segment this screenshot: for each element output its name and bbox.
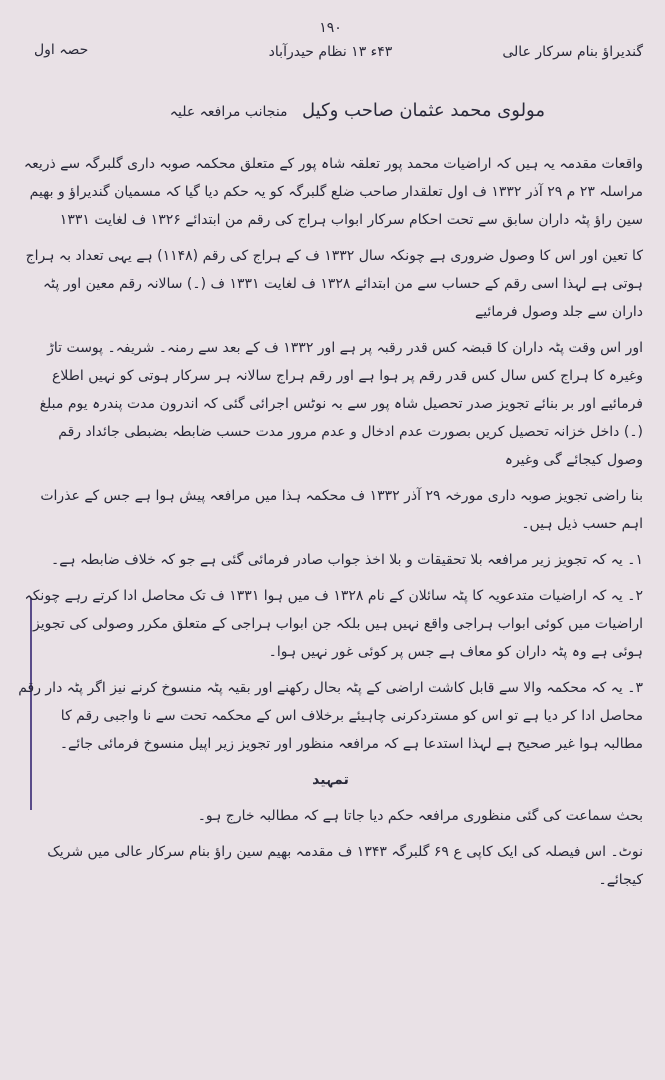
addressee-line [170,100,545,121]
section-heading: تمہید [312,772,349,788]
paragraph-4: بنا راضی تجویز صوبہ داری مورخہ ۲۹ آذر ۱۳۳۲ ف محکمہ ہذا میں مرافعہ پیش ہوا ہے جس کے عذرات اہم حسب ذیل ہیں۔ [40,488,643,532]
paragraph-1: واقعات مقدمہ یہ ہیں کہ اراضیات محمد پور تعلقہ شاہ پور کے متعلق محکمہ صوبہ داری گلبرگہ سے ذریعہ مراسلہ ۲۳ م ۲۹ آذر ۱۳۳۲ ف اول تعلقدار صاحب ضلع گلبرگہ کو یہ حکم دیا گیا کہ مسمیان گندیراؤ و بھیم سین راؤ پٹہ داران سابق سے تحت احکام سرکار ابواب ہراج کی رقم من ابتدائے ۱۳۲۶ ف لغایت ۱۳۳۱ [23,156,643,228]
ground-2: ۲۔ یہ کہ اراضیات متدعویہ کا پٹہ سائلان کے نام ۱۳۲۸ ف میں ہوا ۱۳۳۱ ف تک محاصل ادا کرتے رہے چونکہ اراضیات میں کوئی ابواب ہراجی واقع نہیں ہیں بلکہ جن ابواب ہراجی کے متعلق مکرر وصولی کی تجویز ہوئی ہے وہ پٹہ داران کو معاف ہے جس پر کوئی غور نہیں ہوا۔ [24,588,643,660]
paragraph-2: کا تعین اور اس کا وصول ضروری ہے چونکہ سال ۱۳۳۲ ف کے ہراج کی رقم (۱۱۴۸) ہے یہی تعداد بہ ہراج ہوتی ہے لہذا اسی رقم کے حساب سے من ابتدائے ۱۳۲۸ ف لغایت ۱۳۳۱ ف (۔) سالانہ رقم معین اور پٹہ داران سے جلد وصول فرمائیے [25,248,643,320]
decision-text: بحث سماعت کی گئی منظوری مرافعہ حکم دیا جاتا ہے کہ مطالبہ خارج ہو۔ [197,808,643,824]
page-number: ۱۹۰ [319,20,342,36]
document-body [18,150,643,902]
page-header [18,20,643,86]
paragraph-3: اور اس وقت پٹہ داران کا قبضہ کس قدر رقبہ پر ہے اور ۱۳۳۲ ف کے بعد سے رمنہ۔ شریفہ۔ پوست تاڑ وغیرہ کا ہراج کس سال کس قدر رقم پر ہوا ہے اور رقم ہراج سالانہ ہر سرکار ہوتی کو نہیں اطلاع فرمائیے اور بر بنائے تجویز صدر تحصیل شاہ پور سے بہ نوٹس اجرائی گئی کہ اندرون مدت پندرہ یوم مبلغ (۔) داخل خزانہ تحصیل کریں بصورت عدم ادخال و عدم مرور مدت حسب ضابطہ بضبطی جائداد رقم وصول کیجائے گی وغیرہ [39,340,643,468]
advocate-name: مولوی محمد عثمان صاحب وکیل [302,100,545,121]
section-label: حصہ اول [34,42,89,58]
ground-1: ۱۔ یہ کہ تجویز زیر مرافعہ بلا تحقیقات و بلا اخذ جواب صادر فرمائی گئی ہے جو کہ خلاف ضابطہ ہے۔ [51,552,643,568]
footnote-text: نوٹ۔ اس فیصلہ کی ایک کاپی ع ۶۹ گلبرگہ ۱۳۴۳ ف مقدمہ بھیم سین راؤ بنام سرکار عالی میں شریک کیجائے۔ [47,844,643,888]
advocate-role: منجانب مرافعہ علیہ [169,104,288,120]
case-citation: ۴۳ء ۱۳ نظام حیدرآباد [268,44,393,60]
case-title: گندیراؤ بنام سرکار عالی [502,44,643,60]
ground-3: ۳۔ یہ کہ محکمہ والا سے قابل کاشت اراضی کے پٹہ بحال رکھنے اور بقیہ پٹہ منسوخ کرنے نیز اگر پٹہ دار رقم محاصل ادا کر دیا ہے تو اس کو مستردکرنی چاہیئے برخلاف اس کے محکمہ تحت سے نا واجبی رقم کا مطالبہ ہوا غیر صحیح ہے لہذا استدعا ہے کہ مرافعہ منظور اور تجویز زیر اپیل منسوخ فرمائی جائے۔ [18,680,643,752]
